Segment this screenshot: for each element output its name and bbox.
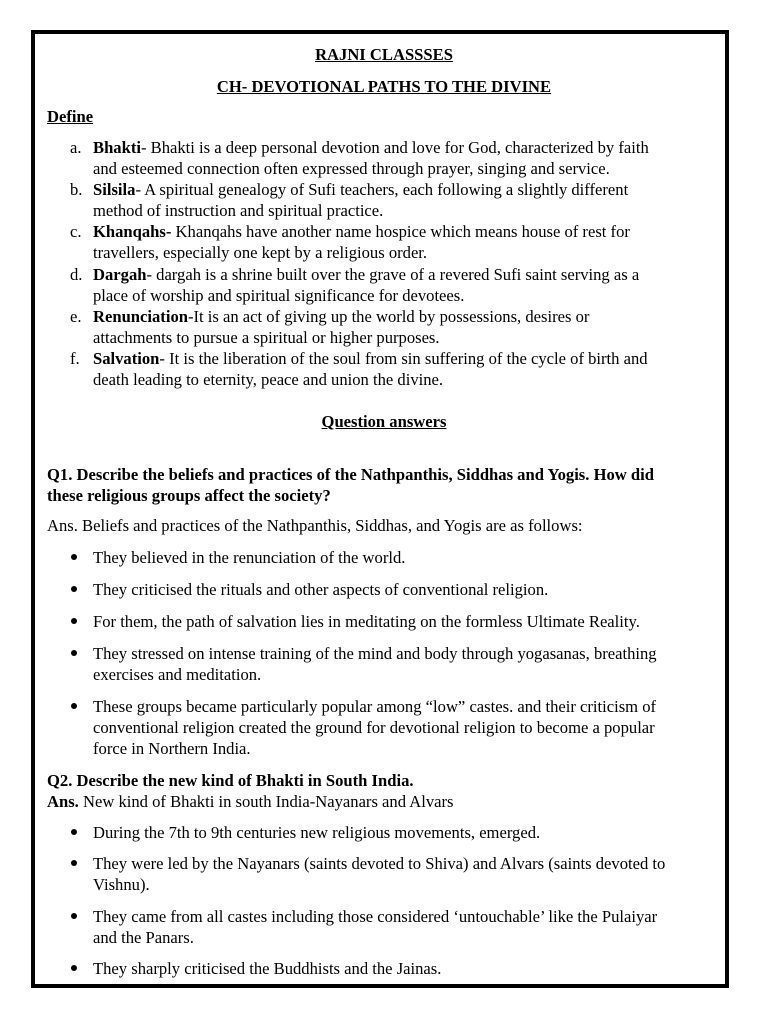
list-item-line: Vishnu). <box>93 875 150 894</box>
list-item: They stressed on intense training of the mind and body through yogasanas, breathing <box>93 644 657 663</box>
bullet-icon <box>71 618 77 624</box>
q1-answer: Ans. Beliefs and practices of the Nathpanthis, Siddhas, and Yogis are as follows: <box>47 516 583 535</box>
term-sep: - <box>146 265 152 284</box>
term: Renunciation <box>93 307 188 326</box>
definition-line: Bhakti is a deep personal devotion and love for God, characterized by faith <box>146 138 649 157</box>
list-item: They believed in the renunciation of the world. <box>93 548 406 567</box>
term-sep: - <box>159 349 165 368</box>
list-marker: d. <box>70 265 83 284</box>
bullet-icon <box>71 860 77 866</box>
q1-question-line: these religious groups affect the society? <box>47 486 331 505</box>
list-item-line: exercises and meditation. <box>93 665 262 684</box>
definition-line: and esteemed connection often expressed through prayer, singing and service. <box>93 159 610 178</box>
list-item: These groups became particularly popular among “low” castes. and their criticism of <box>93 697 657 716</box>
term-sep: - <box>187 307 194 326</box>
definition-line: A spiritual genealogy of Sufi teachers, each following a slightly different <box>140 180 629 199</box>
term-sep: - <box>140 138 147 157</box>
define-item <box>93 179 628 201</box>
bullet-icon <box>71 829 77 835</box>
list-item: For them, the path of salvation lies in meditating on the formless Ultimate Reality. <box>93 612 640 631</box>
list-item-line: force in Northern India. <box>93 739 251 758</box>
bullet-icon <box>71 703 77 709</box>
definition-line: It is an act of giving up the world by possessions, desires or <box>193 307 590 326</box>
definition-line: Khanqahs have another name hospice which means house of rest for <box>171 222 630 241</box>
define-item <box>93 306 589 328</box>
bullet-icon <box>71 554 77 560</box>
q1-question-line: Q1. Describe the beliefs and practices of the Nathpanthis, Siddhas and Yogis. How did <box>47 465 654 484</box>
answer-text: New kind of Bhakti in south India-Nayanars and Alvars <box>78 792 454 811</box>
institute-title: RAJNI CLASSSES <box>315 45 453 64</box>
list-item-line: conventional religion created the ground for devotional religion to become a popular <box>93 718 655 737</box>
q2-question: Q2. Describe the new kind of Bhakti in South India. <box>47 771 414 790</box>
list-item: They criticised the rituals and other aspects of conventional religion. <box>93 580 549 599</box>
chapter-title: CH- DEVOTIONAL PATHS TO THE DIVINE <box>216 77 552 96</box>
list-item: They sharply criticised the Buddhists and the Jainas. <box>93 959 442 978</box>
bullet-icon <box>71 913 77 919</box>
term-sep: - <box>135 180 141 199</box>
term: Bhakti <box>93 138 141 157</box>
definition-line: place of worship and spiritual significance for devotees. <box>93 286 465 305</box>
q2-answer <box>47 791 454 812</box>
list-item: They were led by the Nayanars (saints devoted to Shiva) and Alvars (saints devoted to <box>93 854 666 873</box>
bullet-icon <box>71 586 77 592</box>
definition-line: travellers, especially one kept by a religious order. <box>93 243 428 262</box>
definition-line: attachments to pursue a spiritual or higher purposes. <box>93 328 440 347</box>
define-heading: Define <box>47 107 94 126</box>
term: Salvation <box>93 349 160 368</box>
definition-line: It is the liberation of the soul from sin suffering of the cycle of birth and <box>164 349 648 368</box>
list-item: During the 7th to 9th centuries new religious movements, emerged. <box>93 823 541 842</box>
define-item <box>93 137 649 159</box>
term: Silsila <box>93 180 136 199</box>
list-marker: c. <box>70 222 82 241</box>
bullet-icon <box>71 965 77 971</box>
define-item <box>93 221 630 243</box>
list-marker: e. <box>70 307 82 326</box>
list-item-line: and the Panars. <box>93 928 194 947</box>
bullet-icon <box>71 650 77 656</box>
qa-heading: Question answers <box>321 412 447 431</box>
define-item <box>93 348 648 370</box>
list-marker: b. <box>70 180 83 199</box>
term: Khanqahs- <box>93 222 172 241</box>
definition-line: dargah is a shrine built over the grave of a revered Sufi saint serving as a <box>152 265 640 284</box>
answer-label: Ans. <box>47 792 79 811</box>
definition-line: method of instruction and spiritual practice. <box>93 201 384 220</box>
list-marker: f. <box>70 349 80 368</box>
term: Dargah <box>93 265 147 284</box>
definition-line: death leading to eternity, peace and union the divine. <box>93 370 444 389</box>
define-item <box>93 264 639 286</box>
list-marker: a. <box>70 138 82 157</box>
list-item: They came from all castes including those considered ‘untouchable’ like the Pulaiyar <box>93 907 658 926</box>
